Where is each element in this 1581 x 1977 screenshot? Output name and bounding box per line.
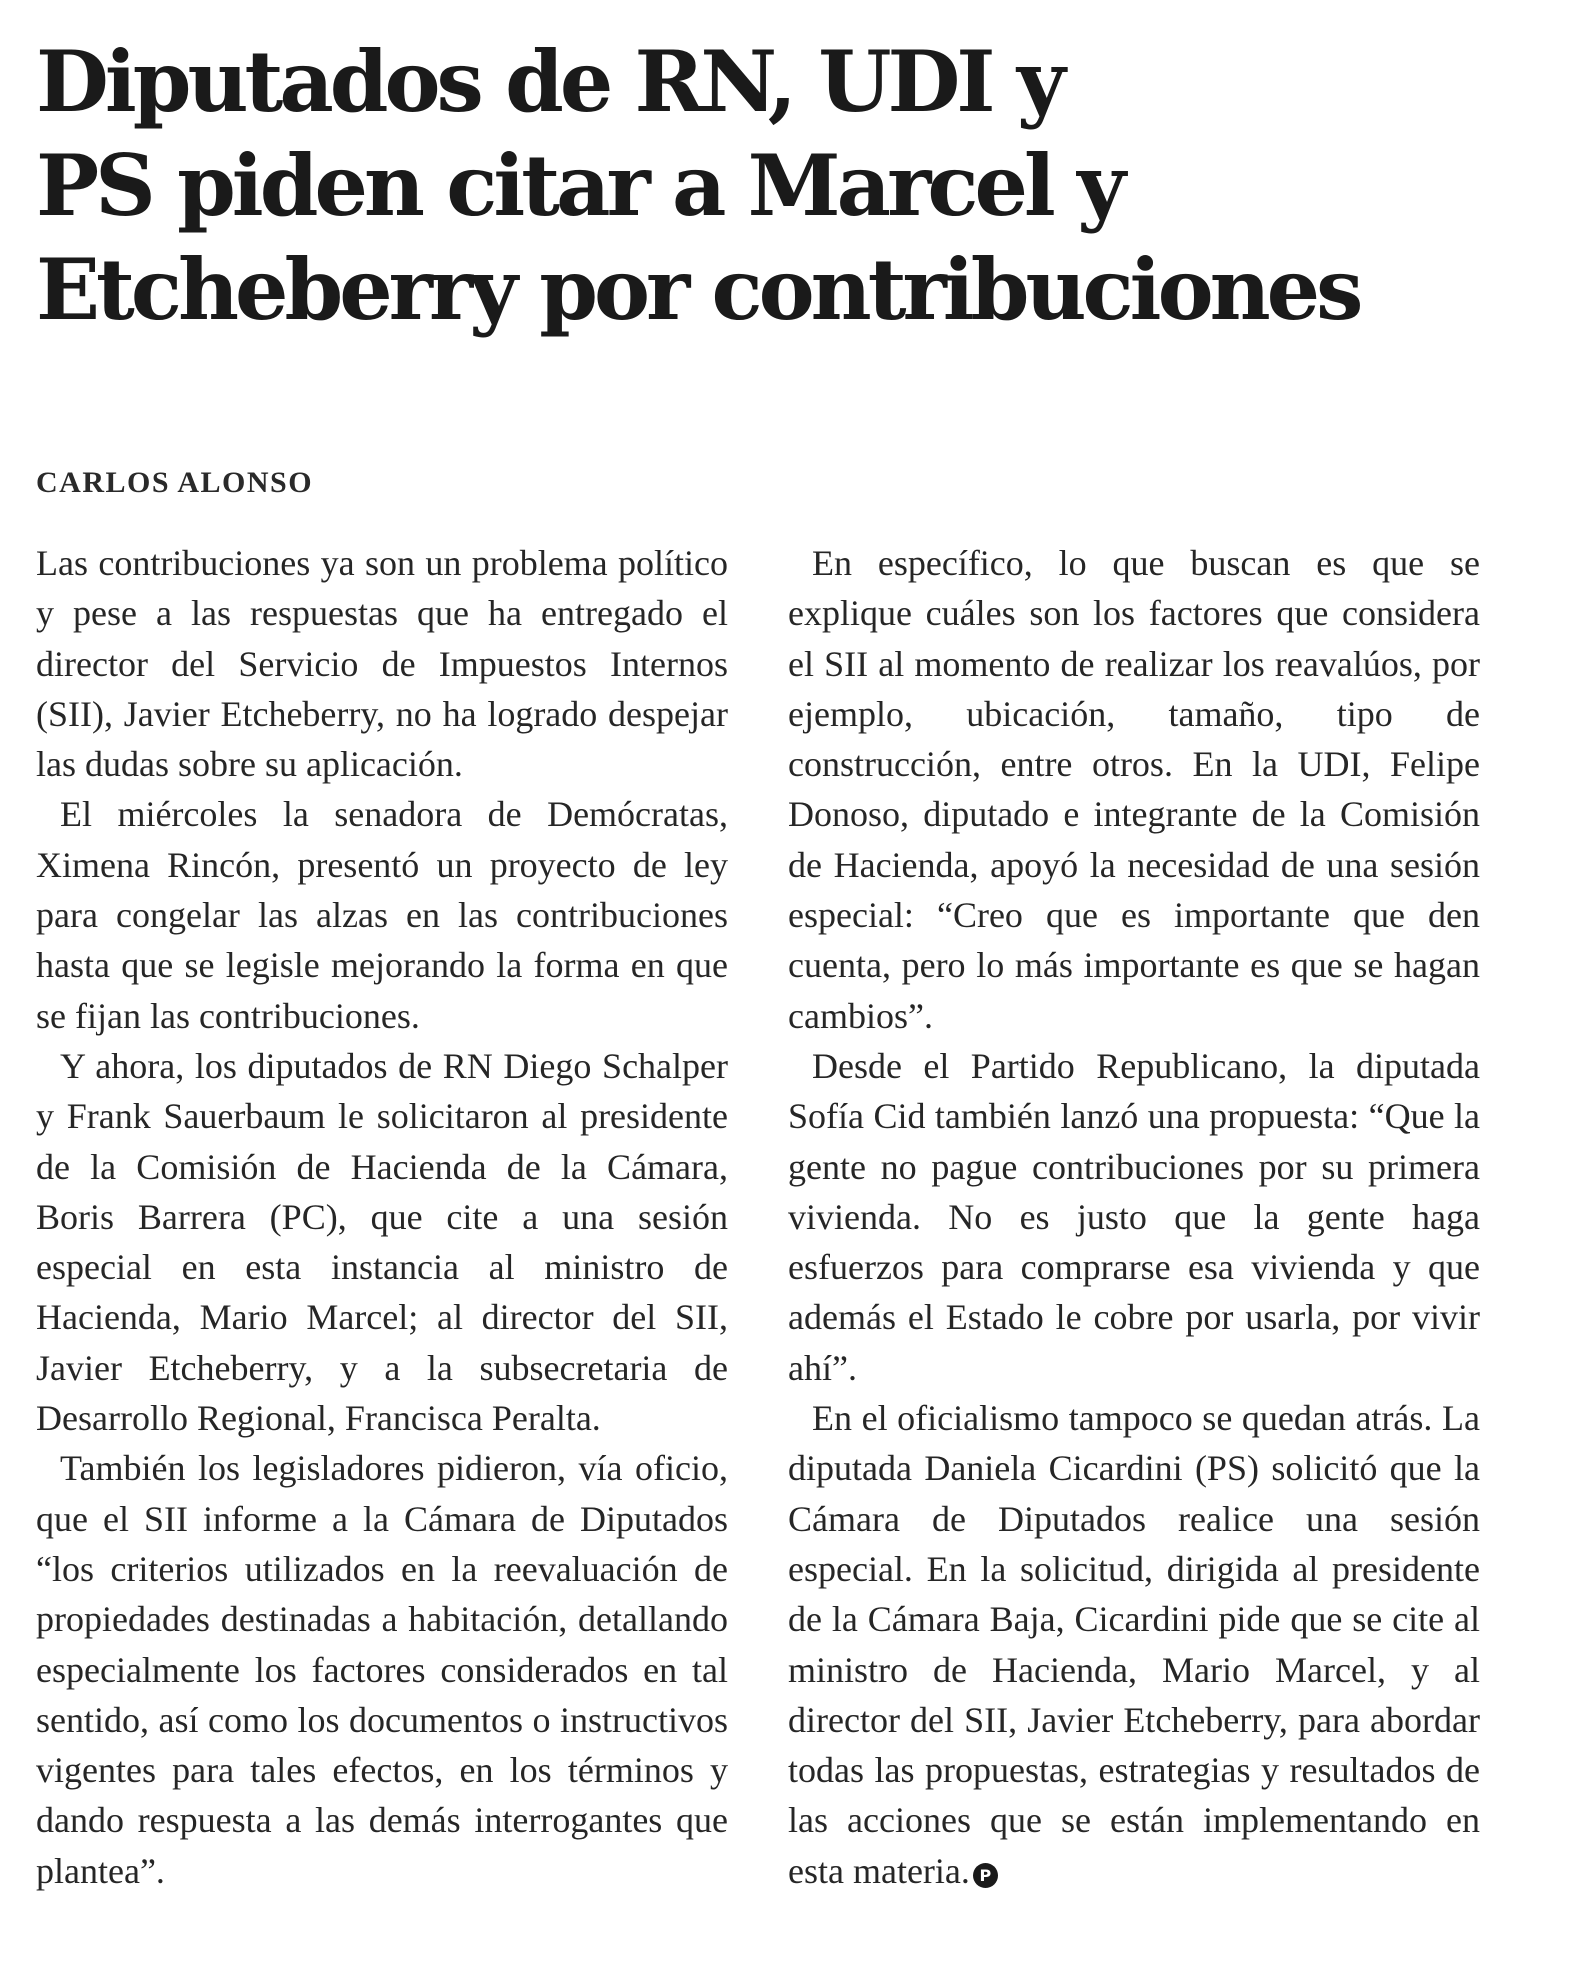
headline-line-1: Diputados de RN, UDI y (36, 32, 1062, 131)
headline-line-2: PS piden citar a Marcel y (36, 136, 1122, 235)
column-right (788, 538, 1480, 1896)
body-columns (36, 538, 1480, 1896)
article (36, 30, 1481, 342)
paragraph: Desde el Partido Republicano, la diputada Sofía Cid también lanzó una propuesta: “Que la gente no pague contribuciones por su primera vivienda. No es justo que la gente haga esfuerzos para comprarse esa vivienda y que además el Estado le cobre por usarla, por vivir ahí”. (788, 1045, 1480, 1388)
paragraph-last (788, 1393, 1480, 1896)
headline (36, 30, 1481, 342)
headline-line-3: Etcheberry por contribuciones (36, 240, 1360, 339)
paragraph-text: En el oficialismo tampoco se quedan atrás. La diputada Daniela Cicardini (PS) solicitó que la Cámara de Diputados realice una sesión especial. En la solicitud, dirigida al presidente de la Cámara Baja, Cicardini pide que se cite al ministro de Hacienda, Mario Marcel, y al director del SII, Javier Etcheberry, para abordar todas las propuestas, estrategias y resultados de las acciones que se están implementando en esta materia. (788, 1398, 1480, 1891)
paragraph: Y ahora, los diputados de RN Diego Schalper y Frank Sauerbaum le solicitaron al presidente de la Comisión de Hacienda de la Cámara, Boris Barrera (PC), que cite a una sesión especial en esta instancia al ministro de Hacienda, Mario Marcel; al director del SII, Javier Etcheberry, y a la subsecretaria de Desarrollo Regional, Francisca Peralta. (36, 1045, 728, 1439)
end-mark-icon: P (973, 1863, 998, 1888)
paragraph: En específico, lo que buscan es que se explique cuáles son los factores que considera el SII al momento de realizar los reavalúos, por ejemplo, ubicación, tamaño, tipo de construcción, entre otros. En la UDI, Felipe Donoso, diputado e integrante de la Comisión de Hacienda, apoyó la necesidad de una sesión especial: “Creo que es importante que den cuenta, pero lo más importante es que se hagan cambios”. (788, 543, 1480, 1036)
byline: CARLOS ALONSO (36, 466, 314, 499)
paragraph: El miércoles la senadora de Demócratas, Ximena Rincón, presentó un proyecto de ley para congelar las alzas en las contribuciones hasta que se legisle mejorando la forma en que se fijan las contribuciones. (36, 794, 728, 1036)
paragraph: También los legisladores pidieron, vía oficio, que el SII informe a la Cámara de Diputados “los criterios utilizados en la reevaluación de propiedades destinadas a habitación, detallando especialmente los factores considerados en tal sentido, así como los documentos o instructivos vigentes para tales efectos, en los términos y dando respuesta a las demás interrogantes que plantea”. (36, 1448, 728, 1891)
column-left (36, 538, 728, 1896)
paragraph: Las contribuciones ya son un problema político y pese a las respuestas que ha entregado el director del Servicio de Impuestos Internos (SII), Javier Etcheberry, no ha logrado despejar las dudas sobre su aplicación. (36, 543, 728, 785)
